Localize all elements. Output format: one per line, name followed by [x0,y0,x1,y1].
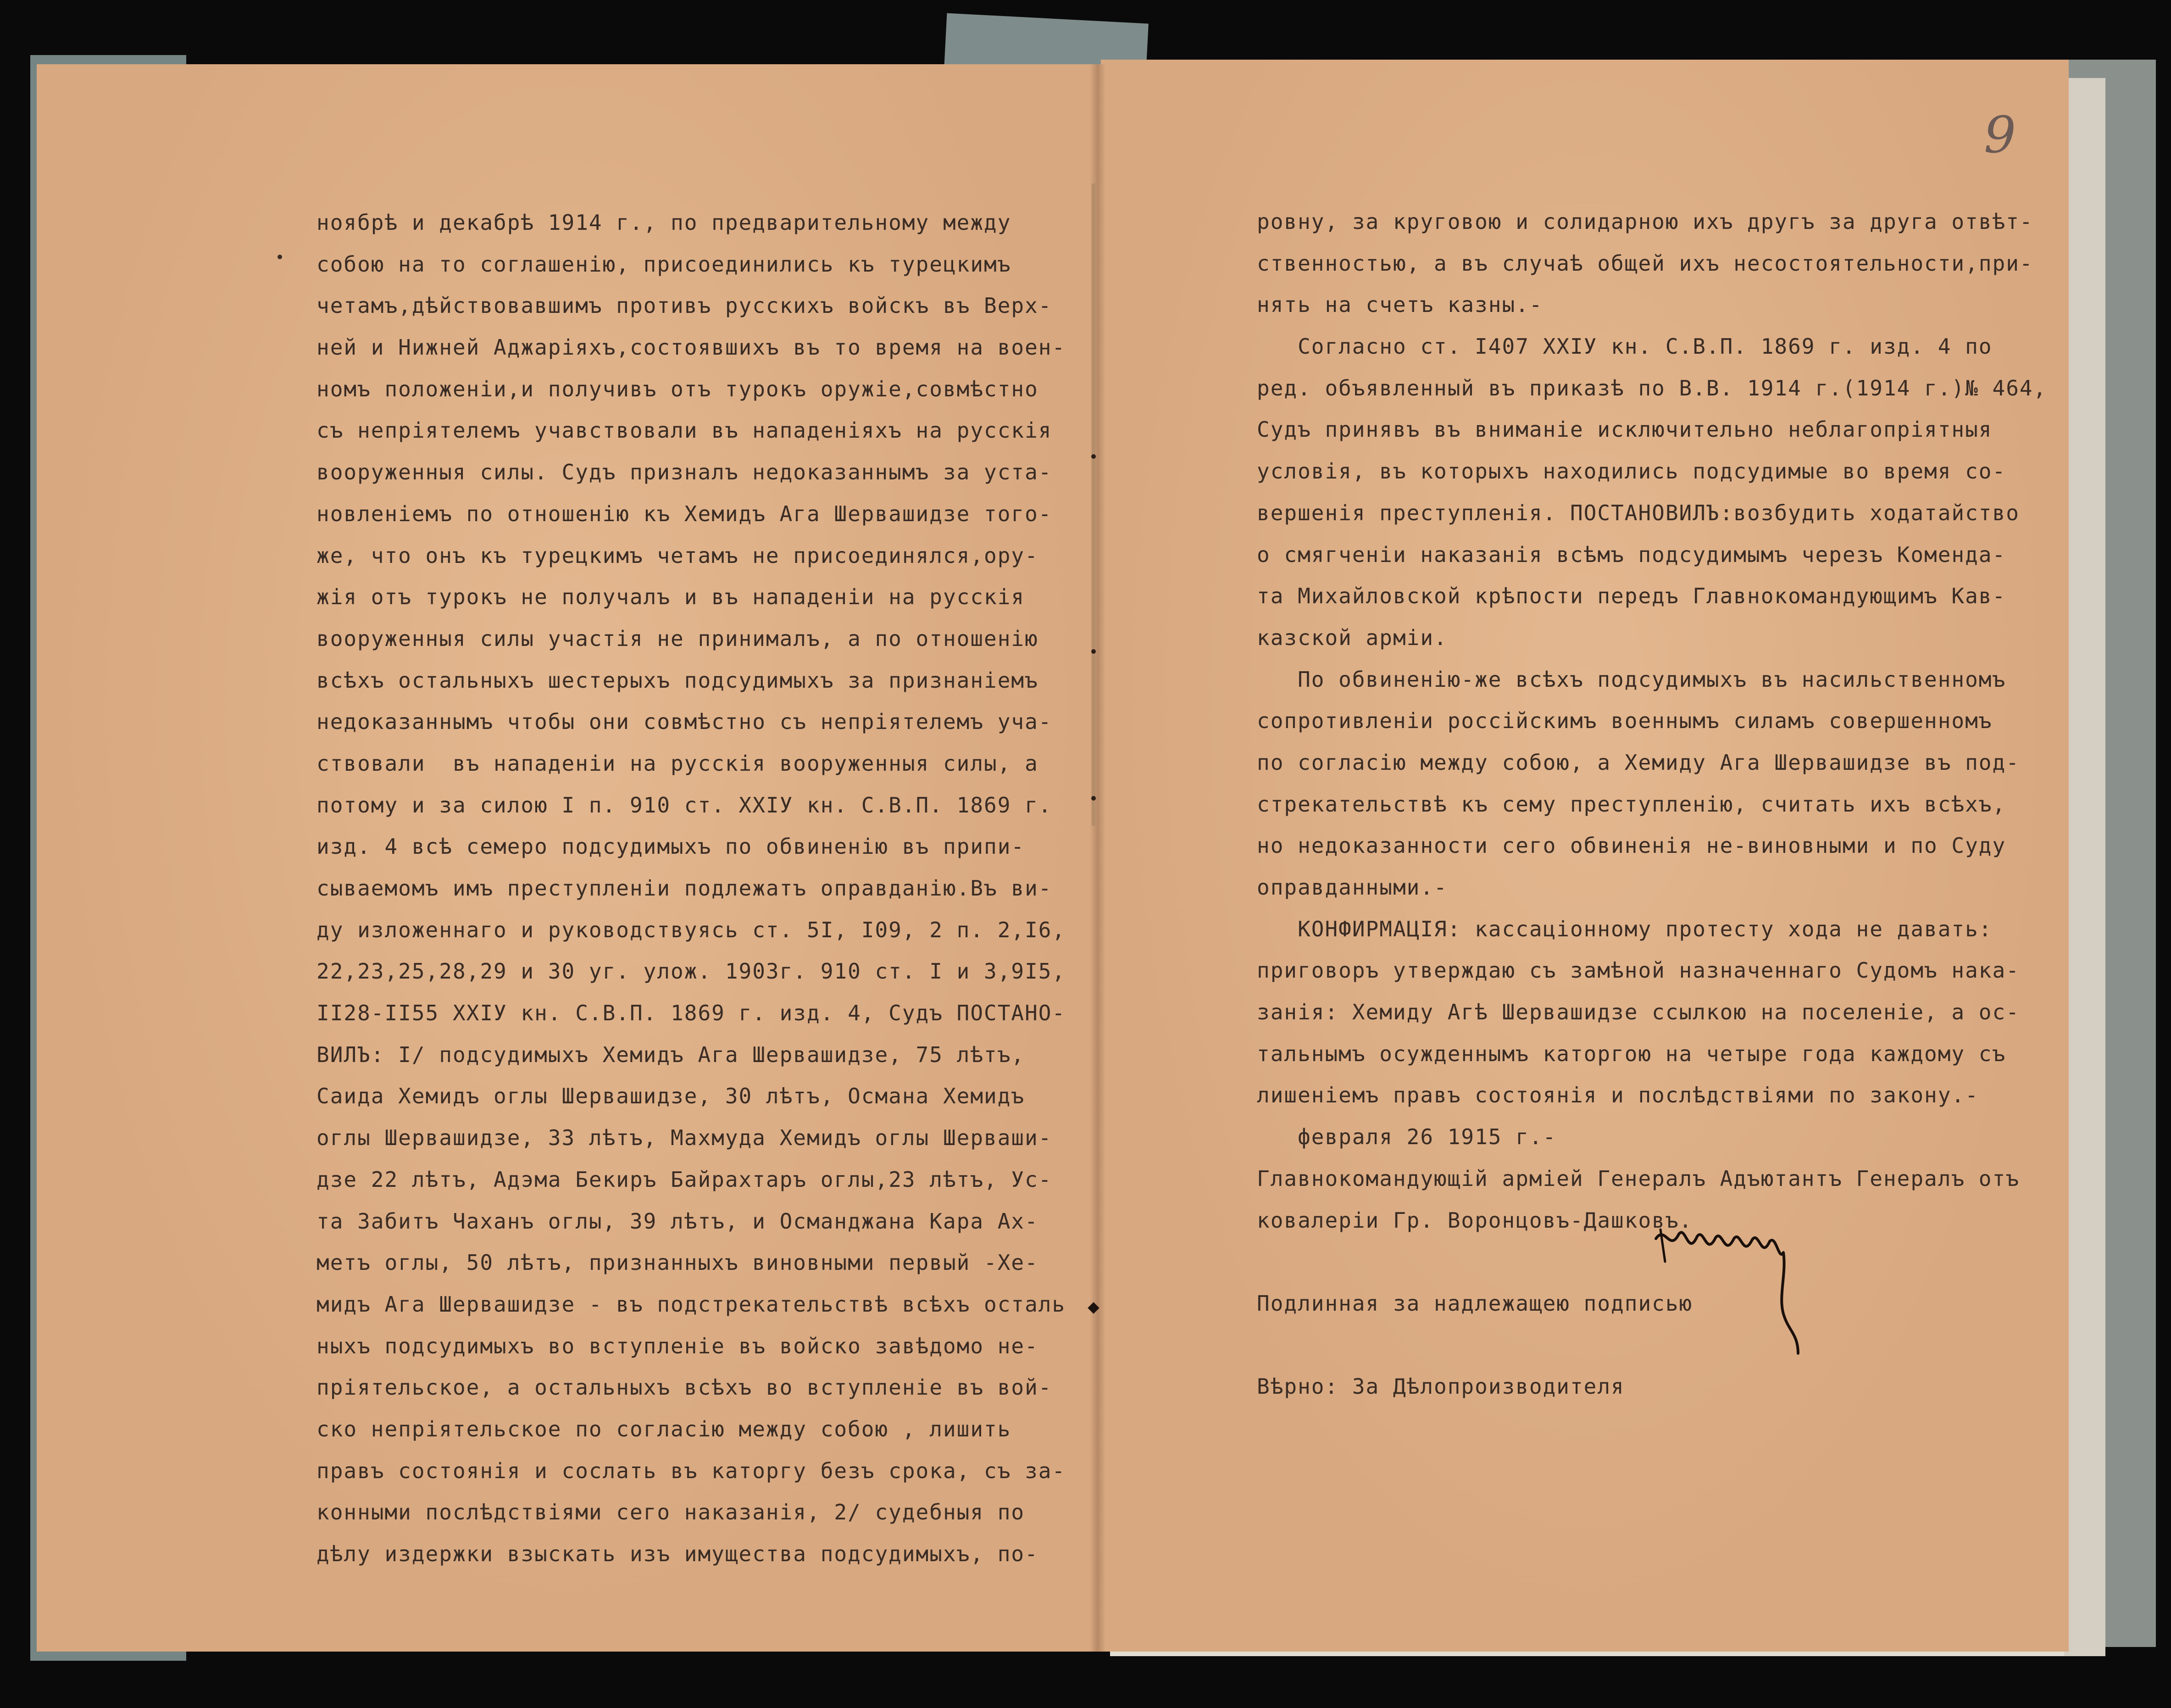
text-line: четамъ,дѣйствовавшимъ противъ русскихъ войскъ въ Верх- [316,293,1052,318]
text-line: вооруженныя силы участія не принималъ, а по отношенію [316,626,1038,651]
text-line: но недоказанности сего обвиненія не-виновными и по Суду [1257,833,2006,858]
text-line: Согласно ст. I407 XXIУ кн. С.В.П. 1869 г. изд. 4 по [1257,334,1993,359]
text-line: ВИЛЪ: I/ подсудимыхъ Хемидъ Ага Шервашидзе, 75 лѣтъ, [316,1042,1025,1067]
text-line: занія: Хемиду Агѣ Шервашидзе ссылкою на поселеніе, а ос- [1257,1000,2020,1025]
text-line: февраля 26 1915 г.- [1257,1124,1557,1150]
text-line: дзе 22 лѣтъ, Адэма Бекиръ Байрахтаръ оглы,23 лѣтъ, Ус- [316,1167,1052,1192]
text-line: та Михайловской крѣпости передъ Главнокомандующимъ Кав- [1257,584,2006,609]
text-line: Главнокомандующій арміей Генералъ Адъютантъ Генералъ отъ [1257,1166,2020,1191]
text-line: нять на счетъ казны.- [1257,292,1543,317]
text-line: ственностью, а въ случаѣ общей ихъ несостоятельности,при- [1257,250,2033,276]
text-line: метъ оглы, 50 лѣтъ, признанныхъ виновными первый -Хе- [316,1250,1038,1275]
text-line: пріятельское, а остальныхъ всѣхъ во вступленіе въ вой- [316,1375,1052,1400]
stitch-hole [1091,454,1096,459]
text-line: ныхъ подсудимыхъ во вступленіе въ войско завѣдомо не- [316,1333,1038,1358]
text-line: новленіемъ по отношенію къ Хемидъ Ага Шервашидзе того- [316,501,1052,526]
text-line: II28-II55 XXIУ кн. С.В.П. 1869 г. изд. 4, Судъ ПОСТАНО- [316,1001,1066,1026]
text-line: оглы Шервашидзе, 33 лѣтъ, Махмуда Хемидъ оглы Шерваши- [316,1125,1052,1151]
text-line: сопротивленіи россійскимъ военнымъ силамъ совершенномъ [1257,708,1993,734]
text-line: стрекательствѣ къ сему преступленію, считать ихъ всѣхъ, [1257,791,2006,817]
text-line: Саида Хемидъ оглы Шервашидзе, 30 лѣтъ, Османа Хемидъ [316,1084,1025,1109]
page-number: 9 [1984,106,2016,164]
text-line: конными послѣдствіями сего наказанія, 2/ судебныя по [316,1500,1025,1525]
text-line: правъ состоянія и сослать въ каторгу безъ срока, съ за- [316,1458,1066,1483]
text-line: ду изложеннаго и руководствуясь ст. 5I, I09, 2 п. 2,I6, [316,917,1066,942]
text-line: ред. объявленный въ приказѣ по В.В. 1914 г.(1914 г.)№ 464, [1257,375,2047,401]
ink-dot [278,255,282,259]
text-line: ровну, за круговою и солидарною ихъ другъ за друга отвѣт- [1257,209,2033,234]
text-line: номъ положеніи,и получивъ отъ турокъ оружіе,совмѣстно [316,376,1038,401]
text-line: дѣлу издержки взыскать изъ имущества подсудимыхъ, по- [316,1541,1038,1566]
text-line: мидъ Ага Шервашидзе - въ подстрекательствѣ всѣхъ осталь [316,1291,1066,1317]
text-line: всѣхъ остальныхъ шестерыхъ подсудимыхъ за признаніемъ [316,668,1038,693]
text-line: Подлинная за надлежащею подписью [1257,1291,1693,1316]
text-line: Вѣрно: За Дѣлопроизводителя [1257,1374,1625,1399]
text-line: вершенія преступленія. ПОСТАНОВИЛЪ:возбудить ходатайство [1257,500,2020,525]
text-line: недоказаннымъ чтобы они совмѣстно съ непріятелемъ уча- [316,709,1052,734]
text-line: по согласію между собою, а Хемиду Ага Шервашидзе въ под- [1257,750,2020,775]
text-line: сываемомъ имъ преступленіи подлежатъ оправданію.Въ ви- [316,876,1052,901]
left-page-text [316,202,1066,1575]
text-line: ноябрѣ и декабрѣ 1914 г., по предварительному между [316,210,1011,235]
text-line: КОНФИРМАЦІЯ: кассаціонному протесту хода не давать: [1257,916,1993,941]
text-line: вооруженныя силы. Судъ призналъ недоказаннымъ за уста- [316,460,1052,485]
text-line: же, что онъ къ турецкимъ четамъ не присоединялся,ору- [316,543,1038,568]
text-line: ско непріятельское по согласію между собою , лишить [316,1416,1011,1441]
text-line: условія, въ которыхъ находились подсудимые во время со- [1257,459,2006,484]
stitch-hole [1091,796,1096,801]
text-line: изд. 4 всѣ семеро подсудимыхъ по обвиненію въ припи- [316,834,1025,859]
text-line: жія отъ турокъ не получалъ и въ нападеніи на русскія [316,584,1025,610]
text-line: оправданными.- [1257,875,1448,900]
text-line: та Забитъ Чаханъ оглы, 39 лѣтъ, и Османджана Кара Ах- [316,1208,1038,1234]
text-line: потому и за силою I п. 910 ст. XXIУ кн. С.В.П. 1869 г. [316,792,1052,818]
text-line: Судъ принявъ въ вниманіе исключительно неблагопріятныя [1257,417,1993,442]
text-line: ней и Нижней Аджаріяхъ,состоявшихъ въ то время на воен- [316,335,1066,360]
text-line: собою на то соглашенію, присоединились къ турецкимъ [316,251,1011,277]
text-line: съ непріятелемъ учавствовали въ нападеніяхъ на русскія [316,418,1052,443]
text-line: 22,23,25,28,29 и 30 уг. улож. 1903г. 910 ст. I и 3,9I5, [316,959,1066,984]
binding-thread [1092,184,1095,826]
text-line: ковалеріи Гр. Воронцовъ-Дашковъ. [1257,1207,1693,1233]
text-line: лишеніемъ правъ состоянія и послѣдствіями по закону.- [1257,1083,1979,1108]
text-line: тальнымъ осужденнымъ каторгою на четыре года каждому съ [1257,1041,2006,1066]
text-line: казской арміи. [1257,625,1448,650]
handwritten-signature [1647,1220,1821,1376]
text-line: о смягченіи наказанія всѣмъ подсудимымъ черезъ Коменда- [1257,542,2006,567]
text-line: ствовали въ нападеніи на русскія вооруженныя силы, а [316,751,1038,776]
text-line: По обвиненію-же всѣхъ подсудимыхъ въ насильственномъ [1257,667,2006,692]
stitch-hole [1091,649,1096,654]
text-line: приговоръ утверждаю съ замѣной назначеннаго Судомъ нака- [1257,958,2020,983]
